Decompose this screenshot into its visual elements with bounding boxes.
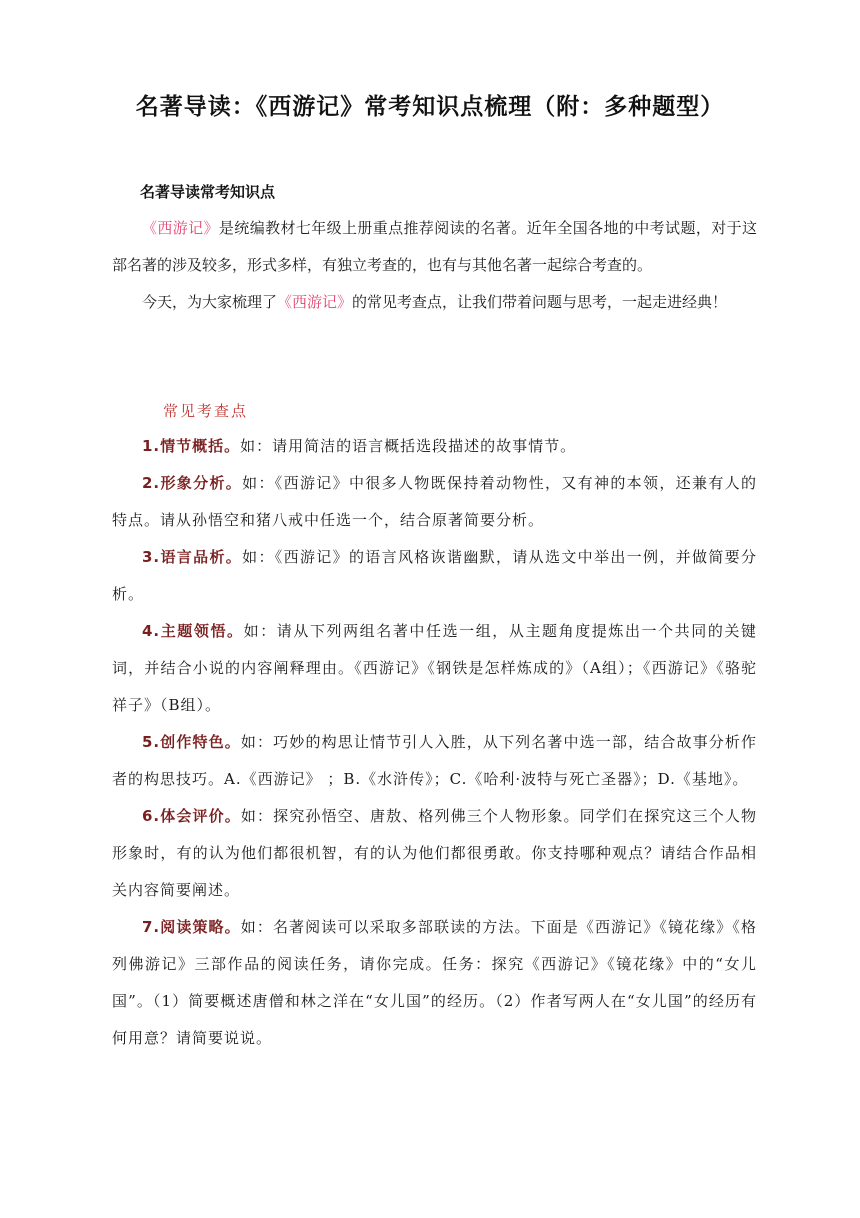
item-label: 2.形象分析。 [142,474,243,492]
list-item [112,428,757,465]
intro-paragraph-2 [112,284,757,321]
list-item [112,909,757,1057]
item-label: 7.阅读策略。 [142,918,241,936]
list-item [112,613,757,724]
list-item [112,724,757,798]
item-label: 5.创作特色。 [142,733,241,751]
item-label: 3.语言品析。 [142,548,243,566]
document-title: 名著导读：《西游记》常考知识点梳理（附：多种题型） [135,94,725,120]
item-text: 如：请用简洁的语言概括选段描述的故事情节。 [240,437,577,455]
intro-paragraph-1-text: 是统编教材七年级上册重点推荐阅读的名著。近年全国各地的中考试题，对于这部名著的涉及较多，形式多样，有独立考查的，也有与其他名著一起综合考查的。 [112,219,757,274]
list-item [112,465,757,539]
book-title-highlight: 《西游记》 [142,219,219,237]
intro-paragraph-1 [112,210,757,284]
item-text: 如：请从下列两组名著中任选一组，从主题角度提炼出一个共同的关键词，并结合小说的内容阐释理由。《西游记》《钢铁是怎样炼成的》（A组）；《西游记》《骆驼祥子》（B组）。 [112,622,757,714]
list-item [112,798,757,909]
intro-heading: 名著导读常考知识点 [140,183,276,201]
item-text: 如：名著阅读可以采取多部联读的方法。下面是《西游记》《镜花缘》《格列佛游记》三部作品的阅读任务，请你完成。任务：探究《西游记》《镜花缘》中的“女儿国”。（1）简要概述唐僧和林之洋在“女儿国”的经历。（2）作者写两人在“女儿国”的经历有何用意？请简要说说。 [112,918,757,1047]
item-text: 如：探究孙悟空、唐敖、格列佛三个人物形象。同学们在探究这三个人物形象时，有的认为他们都很机智，有的认为他们都很勇敢。你支持哪种观点？请结合作品相关内容简要阐述。 [112,807,757,899]
intro-paragraph-2-before: 今天，为大家梳理了 [142,293,278,311]
section-title: 常见考查点 [163,402,249,420]
list-item [112,539,757,613]
item-text: 如：《西游记》中很多人物既保持着动物性，又有神的本领，还兼有人的特点。请从孙悟空和猪八戒中任选一个，结合原著简要分析。 [112,474,757,529]
item-label: 1.情节概括。 [142,437,241,455]
intro-paragraph-2-after: 的常见考查点，让我们带着问题与思考，一起走进经典！ [352,293,728,311]
exam-points-list [112,428,757,1057]
item-text: 如：巧妙的构思让情节引人入胜，从下列名著中选一部，结合故事分析作者的构思技巧。A.《西游记》 ；B.《水浒传》；C.《哈利·波特与死亡圣器》；D.《基地》。 [112,733,757,788]
book-title-highlight: 《西游记》 [277,293,353,311]
item-label: 4.主题领悟。 [142,622,244,640]
item-text: 如：《西游记》的语言风格诙谐幽默，请从选文中举出一例，并做简要分析。 [112,548,757,603]
item-label: 6.体会评价。 [142,807,241,825]
